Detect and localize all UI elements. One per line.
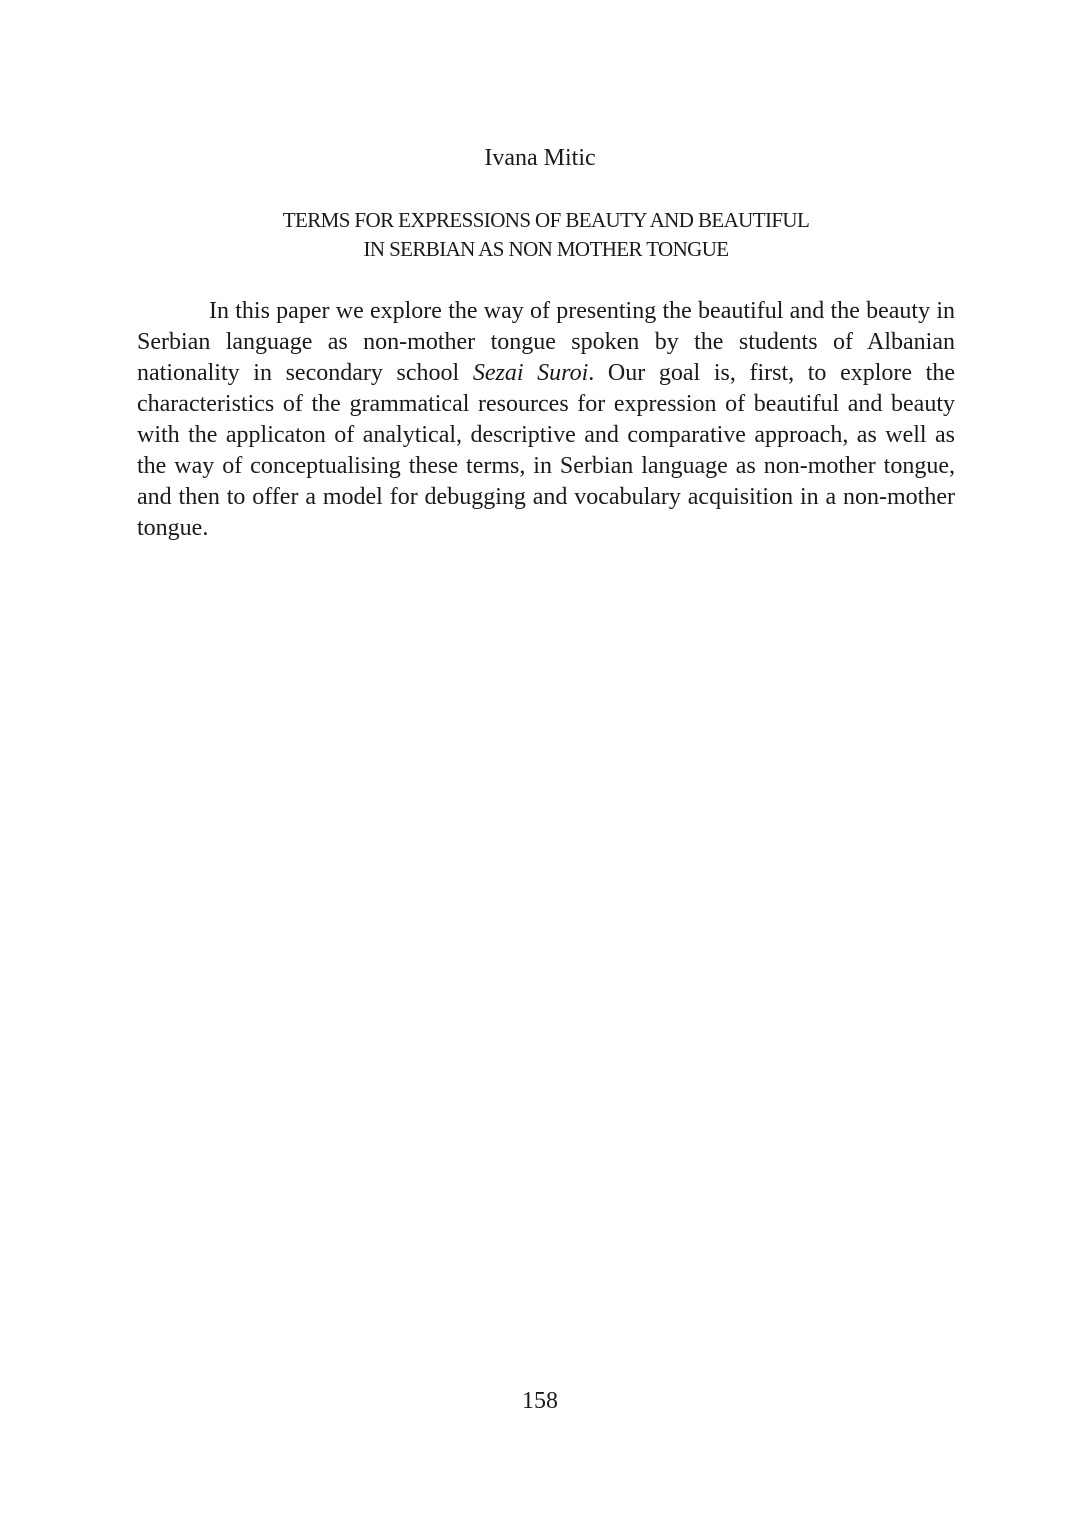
abstract-text-start: In this paper we explore the way of presenting the beautiful and the beauty in Serbian language as non-mother tongue spoken by the students of Albanian nationality in secondary school bbox=[137, 298, 955, 386]
author-name: Ivana Mitic bbox=[484, 145, 596, 171]
school-name: Sezai Suroi bbox=[472, 360, 589, 386]
abstract-paragraph bbox=[137, 296, 955, 544]
paper-title bbox=[140, 206, 952, 264]
abstract-text-end: . Our goal is, first, to explore the characteristics of the grammatical resources for expression of beautiful and beauty with the applicaton of analytical, descriptive and comparative approach, as well as the way of conceptualising these terms, in Serbian language as non-mother tongue, and then to offer a model for debugging and vocabulary acquisition in a non-mother tongue. bbox=[137, 360, 955, 541]
paper-title-line-1: TERMS FOR EXPRESSIONS OF BEAUTY AND BEAUTIFUL bbox=[282, 208, 810, 232]
paper-title-line-2: IN SERBIAN AS NON MOTHER TONGUE bbox=[363, 237, 729, 261]
page-number: 158 bbox=[522, 1388, 558, 1414]
